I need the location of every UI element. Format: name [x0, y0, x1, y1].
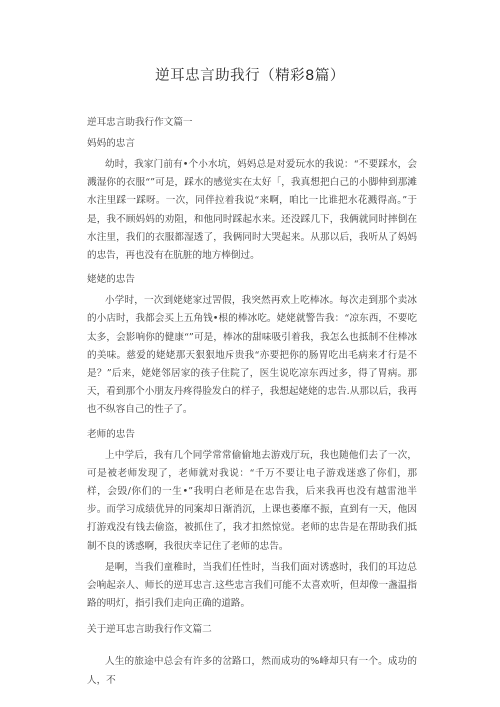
body-paragraph: 幼时，我家门前有•个小水坑，妈妈总是对爱玩水的我说：“不要踩水，会溅湿你的衣服“”可是，踩水的感觉实在太好「，我真想把白己的小脚伸到那滩水注里踩一踩呀。一次，同伴拉着我说“来啊，咱比一比谁把水花溅得高。”于是，我不顾妈妈的劝阻，和他同时踩起水来。还没踩几下，我俩就同时摔倒在水注里，我们的衣服都湿透了，我俩同时大哭起来。从那以后，我听从了妈妈的忠告，再也没有在肮脏的地方棒倒过。: [87, 159, 417, 262]
section-subheading: 老师的忠告: [87, 428, 135, 440]
document-body: [87, 114, 417, 690]
section-heading: 关于逆耳忠言助我行作文篇二: [87, 624, 212, 636]
section-subheading: 妈妈的忠言: [87, 138, 135, 149]
body-paragraph: 是啊，当我们童稚时，当我们任性时，当我们面对诱惑时，我们的耳边总会响起亲人、师长的逆耳忠言.这些忠言我们可能不太喜欢听，但却像一盏温指路的明灯，指引我们走向正确的道路。: [87, 561, 417, 610]
body-paragraph: 人生的旅途中总会有许多的岔路口，然而成功的%峰却只有一个。成功的人，不: [87, 656, 417, 686]
section-heading: 逆耳忠言助我行作文篇一: [87, 117, 193, 128]
body-paragraph: 小学时，一次到姥姥家过罟假，我突然再欢上吃棒冰。每次走到那个卖冰的小店时，我都会买上五角钱•根的棒冰吃。姥姥就警告我：“凉东西，不要吃太多，会影响你的健康“”可是，棒冰的甜味吸引着我，我怎么也抵制不住棒冰的美味。慈爱的姥姥那天狠狠地斥贵我“亦要把你的肠胃吃出毛病来才行是不是？”后来，姥姥邻居家的孩子住院了，医生说吃凉东西过多，得了胃病。那天，看到那个小朋友丹疼得脸发白的样子，我想起姥姥的忠告.从那以后，我再也不纵容自己的性子了。: [87, 295, 417, 416]
body-paragraph: 上中学后，我有几个同学常常偷偷地去游戏厅玩，我也随他们去了一次，可是被老师发现了，老师就对我说：“千万不要让电子游戏迷惑了你们，那样，会毁/你们的一生•”我明白老师是在忠告我，后来我再也没有越雷池半步。而学习成绩优异的同案却日渐消沉，上课也萎靡不振，直到有一天，他因打游戏没有钱去偷盗，被抓住了，我才扣然惊觉。老师的忠告是在帮助我们抵制不良的诱惑啊，我很庆幸记住了老师的忠告。: [87, 449, 417, 552]
document-title: 逆耳忠言助我行（精彩8篇）: [155, 68, 345, 84]
section-subheading: 姥姥的忠告: [87, 274, 135, 286]
